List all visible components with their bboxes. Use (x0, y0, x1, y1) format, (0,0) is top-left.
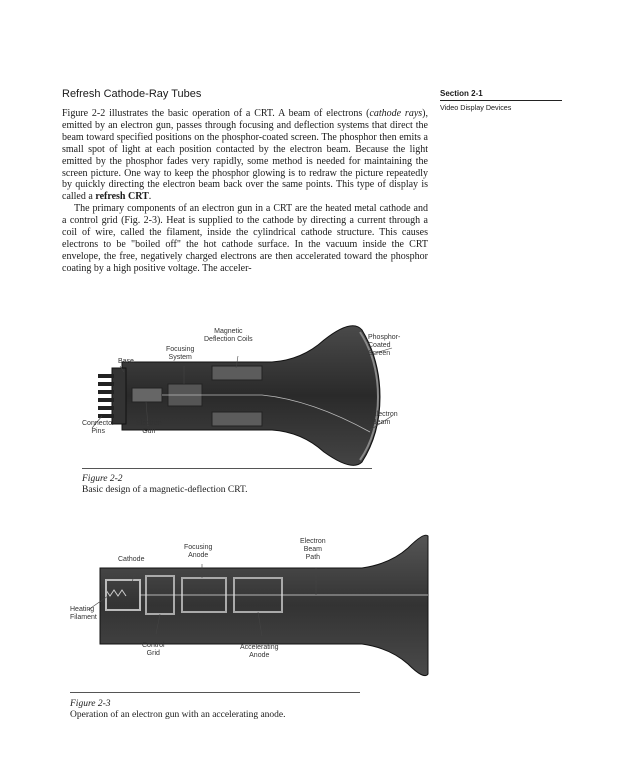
section-subtitle: Video Display Devices (440, 103, 512, 112)
p1-text-c: ), emitted by an electron gun, passes through focusing and deflection systems that direct the beam toward specified positions on the phosphor-coated screen. The phosphor then emits a small spot of light at each position contacted by the electron beam. Because the light emitted by the phosphor fades very rapidly, some method is needed for maintaining the screen picture. One way to keep the phosphor glowing is to redraw the picture repeatedly by quickly directing the electron beam back over the same points. This type of display is called a (62, 108, 428, 203)
label-focusing-system: Focusing System (166, 346, 195, 361)
figure-2-2-rule (82, 468, 372, 469)
label-heating-filament: Heating Filament (70, 606, 97, 621)
paragraph-2: The primary components of an electron gun in a CRT are the heated metal cathode and a control grid (Fig. 2-3). Heat is supplied to the cathode by directing a current through a coil of wire, called the filament, inside the cylindrical cathode structure. This causes electrons to be "boiled off" the hot cathode surface. In the vacuum inside the CRT envelope, the free, negatively charged electrons are then accelerated toward the phosphor coating by a high positive voltage. The acceler- (62, 203, 428, 274)
figure-2-3-caption: Operation of an electron gun with an accelerating anode. (70, 710, 286, 720)
label-electron-beam: Electron Beam (372, 411, 398, 426)
label-focusing-anode: Focusing Anode (184, 544, 213, 559)
label-connector-pins: Connector Pins (82, 420, 115, 435)
figure-2-3-rule (70, 692, 360, 693)
tube-base (112, 368, 126, 424)
label-base: Base (118, 358, 134, 365)
label-cathode: Cathode (118, 556, 145, 563)
margin-header (440, 89, 560, 112)
section-title: Refresh Cathode-Ray Tubes (62, 88, 202, 100)
deflection-coil-bottom (212, 412, 262, 426)
figure-2-2 (62, 320, 452, 470)
deflection-coil-top (212, 366, 262, 380)
p1-text-e: . (148, 191, 152, 203)
body-text (62, 108, 428, 275)
label-accelerating-anode: Accelerating Anode (240, 644, 279, 659)
margin-rule (440, 100, 562, 101)
label-control-grid: Control Grid (142, 642, 165, 657)
label-magnetic-deflection-coils: Magnetic Deflection Coils (204, 328, 253, 343)
label-electron-gun: Electron Gun (136, 420, 162, 435)
figure-2-2-number: Figure 2-2 (82, 474, 123, 484)
figure-2-3-number: Figure 2-3 (70, 699, 111, 709)
p1-term-cathode-rays: cathode rays (369, 108, 423, 119)
electron-gun (132, 388, 162, 402)
figure-2-2-caption: Basic design of a magnetic-deflection CRT. (82, 485, 248, 495)
paragraph-1 (62, 108, 428, 203)
label-electron-beam-path: Electron Beam Path (300, 538, 326, 561)
p1-text-a: Figure 2-2 illustrates the basic operation of a CRT. A beam of electrons ( (62, 108, 370, 119)
label-phosphor-screen: Phosphor- Coated Screen (368, 334, 401, 357)
p1-term-refresh-crt: refresh CRT (95, 191, 149, 203)
section-number: Section 2-1 (440, 89, 483, 98)
figure-2-3 (62, 530, 582, 690)
